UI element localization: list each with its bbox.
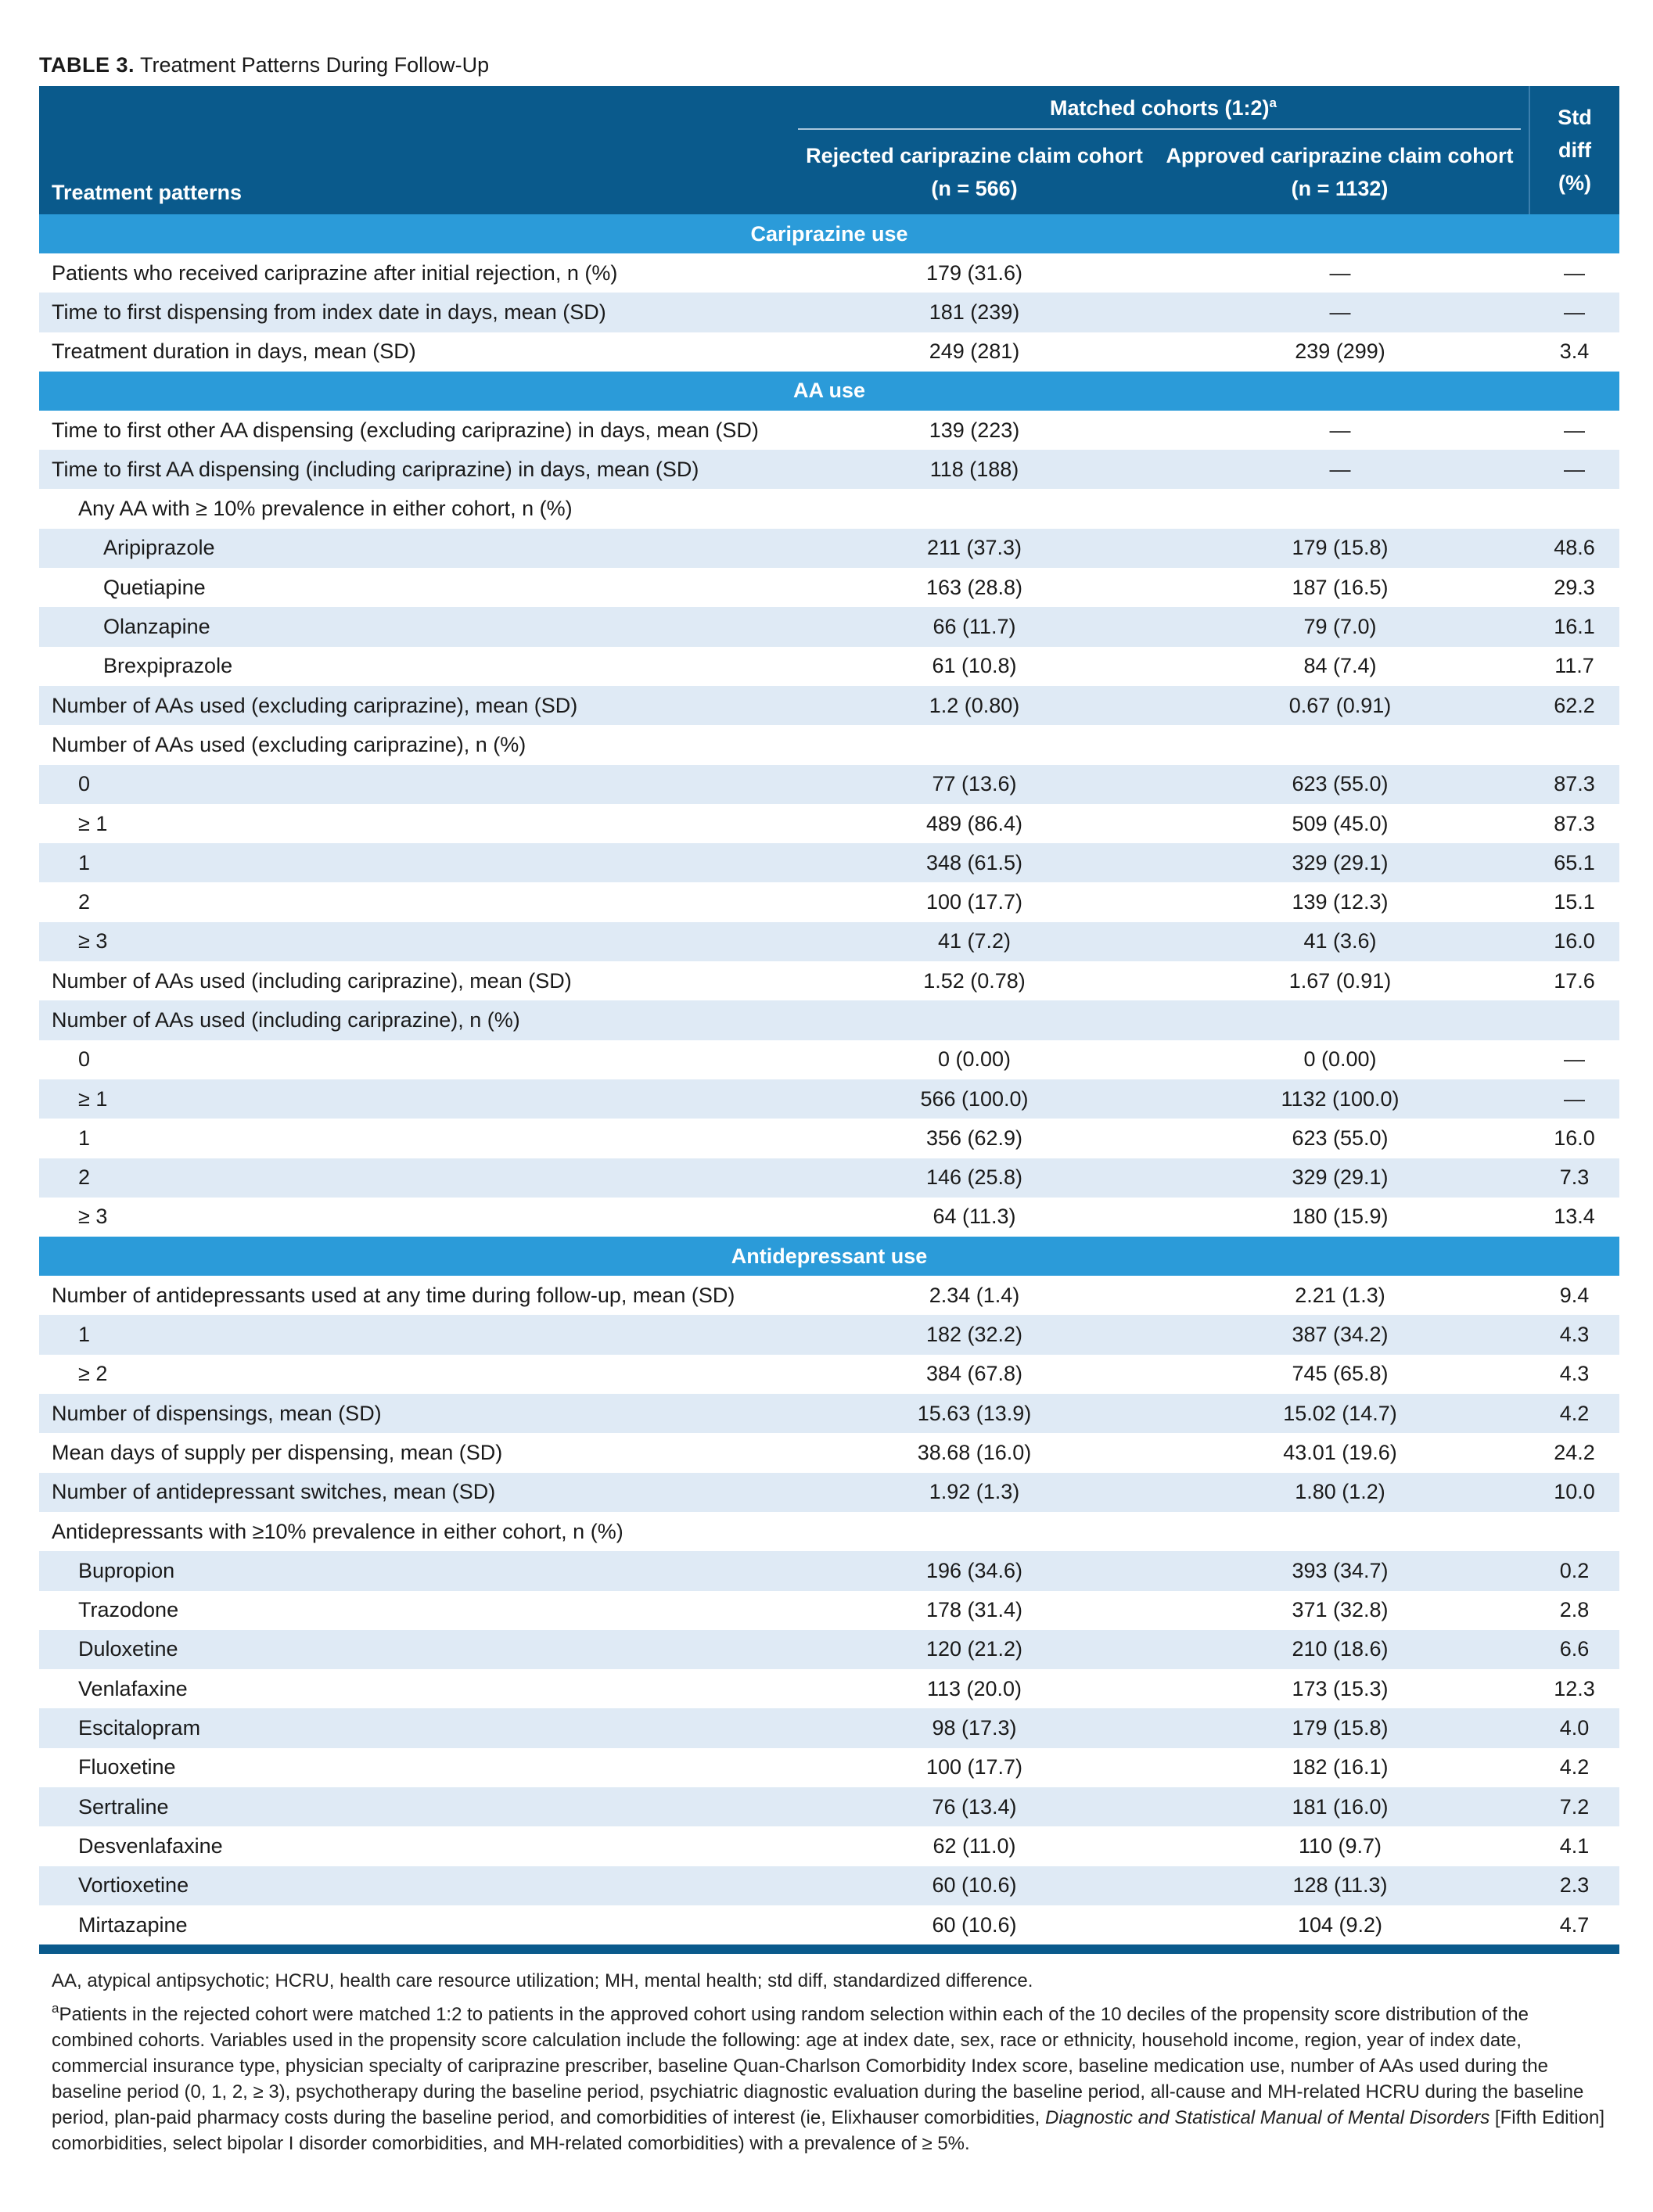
caption-label: TABLE 3.: [39, 53, 135, 77]
table-row: [39, 1551, 1619, 1590]
section-title: Antidepressant use: [39, 1237, 1619, 1276]
approved-value: 387 (34.2): [1151, 1315, 1529, 1354]
footnote-a-text-1: Patients in the rejected cohort were matched 1:2 to patients in the approved cohort using random selection within each of the 10 deciles of the propensity score distribution of the combined cohorts. Variables used in the propensity score calculation include the following: age at index date, sex, race or ethnicity, household income, region, year of index date, commercial insurance type, physician specialty of cariprazine prescriber, baseline Quan-Charlson Comorbidity Index score, baseline medication use, number of AAs used during the baseline period (0, 1, 2, ≥ 3), psychotherapy during the baseline period, psychiatric diagnostic evaluation during the baseline period, all-cause and MH-related HCRU during the baseline period, plan-paid pharmacy costs during the baseline period, and comorbidities of interest (ie, Elixhauser comorbidities,: [52, 2004, 1584, 2129]
row-label: Escitalopram: [39, 1708, 798, 1747]
std-diff-value: 15.1: [1554, 890, 1595, 914]
approved-value: 371 (32.8): [1292, 1598, 1389, 1622]
row-label: Number of dispensings, mean (SD): [39, 1394, 798, 1433]
row-label: Duloxetine: [39, 1630, 798, 1669]
rejected-value: [798, 725, 1151, 764]
table-row: [39, 293, 1619, 332]
rejected-value: 196 (34.6): [798, 1551, 1151, 1590]
std-diff-value: 4.2: [1559, 1755, 1590, 1779]
rejected-value: 249 (281): [929, 339, 1020, 364]
table-row: [39, 843, 1619, 882]
approved-value: 0.67 (0.91): [1151, 686, 1529, 725]
table-row: [39, 1040, 1619, 1079]
table-row: [39, 450, 1619, 489]
std-diff-value: 2.3: [1529, 1866, 1619, 1905]
approved-value: 182 (16.1): [1292, 1755, 1389, 1779]
rejected-value: 0 (0.00): [937, 1047, 1012, 1072]
rejected-value: 66 (11.7): [798, 607, 1151, 646]
approved-value: 179 (15.8): [1151, 529, 1529, 568]
rejected-value: 120 (21.2): [798, 1630, 1151, 1669]
rejected-value: 98 (17.3): [798, 1708, 1151, 1747]
row-label: Any AA with ≥ 10% prevalence in either cohort, n (%): [78, 497, 573, 521]
std-diff-value: 3.4: [1559, 339, 1590, 364]
approved-value: 41 (3.6): [1151, 922, 1529, 961]
table-row: [39, 1866, 1619, 1905]
row-label: Number of AAs used (including cariprazine), n (%): [39, 1000, 798, 1040]
table-row: [39, 1748, 1619, 1787]
section-title: AA use: [39, 372, 1619, 411]
row-label: Trazodone: [78, 1598, 179, 1622]
std-diff-value: 29.3: [1554, 575, 1595, 599]
std-diff-value: [1529, 1512, 1619, 1551]
rejected-value: [798, 1512, 1151, 1551]
std-diff-value: 4.3: [1559, 1362, 1590, 1386]
header-rejected-cohort: [798, 130, 1151, 214]
table-row: [39, 1669, 1619, 1708]
table-row: [39, 686, 1619, 725]
approved-value: 1.67 (0.91): [1288, 968, 1392, 993]
approved-value: [1151, 1512, 1529, 1551]
std-diff-value: 12.3: [1554, 1676, 1595, 1700]
std-diff-value: —: [1529, 450, 1619, 489]
table-row: [39, 411, 1619, 450]
table-row: [39, 568, 1619, 607]
table-body: [39, 214, 1619, 1944]
row-label: Time to first other AA dispensing (excluding cariprazine) in days, mean (SD): [52, 418, 759, 442]
table-row: [39, 1315, 1619, 1354]
row-label: Time to first AA dispensing (including cariprazine) in days, mean (SD): [39, 450, 798, 489]
row-label: 1: [78, 1126, 91, 1150]
row-label: Number of AAs used (excluding cariprazine), n (%): [52, 732, 526, 756]
row-label: Venlafaxine: [78, 1676, 188, 1700]
approved-value: 128 (11.3): [1151, 1866, 1529, 1905]
std-diff-value: 4.7: [1559, 1912, 1590, 1937]
std-diff-value: —: [1529, 1079, 1619, 1119]
approved-value: 180 (15.9): [1292, 1205, 1389, 1229]
rejected-value: 64 (11.3): [933, 1205, 1016, 1229]
table-header: [39, 86, 1619, 214]
footnote-a-italic: Diagnostic and Statistical Manual of Mental Disorders: [1045, 2107, 1490, 2129]
std-diff-value: 2.8: [1559, 1598, 1590, 1622]
table-caption: [39, 47, 1619, 83]
header-treatment-patterns: Treatment patterns: [39, 130, 798, 214]
std-diff-value: [1529, 725, 1619, 764]
rejected-value: 489 (86.4): [925, 811, 1023, 835]
rejected-value: 348 (61.5): [798, 843, 1151, 882]
row-label: Mirtazapine: [78, 1912, 188, 1937]
approved-value: 393 (34.7): [1151, 1551, 1529, 1590]
approved-value: 509 (45.0): [1292, 811, 1389, 835]
footnote-abbreviations: AA, atypical antipsychotic; HCRU, health care resource utilization; MH, mental health; std diff, standardized difference.: [52, 1970, 1033, 1992]
rejected-value: 15.63 (13.9): [798, 1394, 1151, 1433]
approved-value: 239 (299): [1295, 339, 1385, 364]
row-label: ≥ 1: [39, 1079, 798, 1119]
table-row: [39, 607, 1619, 646]
table-row: [39, 647, 1619, 686]
row-label: ≥ 3: [39, 922, 798, 961]
header-blank-cell: [39, 86, 798, 130]
table-row: [39, 1119, 1619, 1158]
section-header-row: [39, 372, 1619, 411]
approved-value: 187 (16.5): [1292, 575, 1389, 599]
row-label: Sertraline: [39, 1787, 798, 1826]
table-row: [39, 1473, 1619, 1512]
row-label: Patients who received cariprazine after initial rejection, n (%): [52, 260, 618, 285]
header-group-label: Matched cohorts (1:2): [1050, 95, 1270, 120]
header-rejected-title: Rejected cariprazine claim cohort: [806, 144, 1143, 167]
rejected-value: [798, 1000, 1151, 1040]
std-diff-value: 10.0: [1529, 1473, 1619, 1512]
row-label: 0: [78, 1047, 91, 1072]
std-diff-value: 7.3: [1529, 1158, 1619, 1198]
row-label: Number of AAs used (including cariprazine), mean (SD): [52, 968, 572, 993]
rejected-value: 100 (17.7): [925, 1755, 1023, 1779]
rejected-value: 62 (11.0): [933, 1833, 1016, 1858]
table-row: [39, 1708, 1619, 1747]
approved-value: —: [1151, 293, 1529, 332]
std-diff-value: 13.4: [1554, 1205, 1595, 1229]
header-std-line-1: Std: [1558, 106, 1592, 129]
header-approved-n: (n = 1132): [1291, 177, 1389, 200]
rejected-value: 1.2 (0.80): [798, 686, 1151, 725]
row-label: Number of AAs used (excluding cariprazine), mean (SD): [39, 686, 798, 725]
row-label: Desvenlafaxine: [78, 1833, 223, 1858]
table-footnotes: [39, 1968, 1619, 2156]
rejected-value: 182 (32.2): [798, 1315, 1151, 1354]
table-row: [39, 1591, 1619, 1630]
rejected-value: 566 (100.0): [798, 1079, 1151, 1119]
approved-value: —: [1329, 260, 1351, 285]
approved-value: 329 (29.1): [1151, 843, 1529, 882]
rejected-value: 181 (239): [798, 293, 1151, 332]
table-row: [39, 1630, 1619, 1669]
row-label: Number of antidepressants used at any time during follow-up, mean (SD): [52, 1283, 735, 1307]
header-rejected-n: (n = 566): [931, 177, 1018, 200]
std-diff-value: 87.3: [1554, 811, 1595, 835]
table-row: [39, 1198, 1619, 1237]
approved-value: 79 (7.0): [1151, 607, 1529, 646]
row-label: Treatment duration in days, mean (SD): [52, 339, 416, 364]
approved-value: 2.21 (1.3): [1295, 1283, 1385, 1307]
std-diff-value: 4.3: [1529, 1315, 1619, 1354]
table-row: [39, 961, 1619, 1000]
std-diff-value: [1529, 489, 1619, 528]
row-label: 0: [39, 765, 798, 804]
table-row: [39, 1787, 1619, 1826]
row-label: Fluoxetine: [78, 1755, 176, 1779]
row-label: Mean days of supply per dispensing, mean (SD): [52, 1440, 503, 1464]
header-group-cell: [798, 86, 1529, 130]
table-row: [39, 1276, 1619, 1315]
approved-value: [1151, 489, 1529, 528]
footnote-a: [52, 2002, 1612, 2156]
std-diff-value: 6.6: [1529, 1630, 1619, 1669]
std-diff-value: 24.2: [1554, 1440, 1595, 1464]
approved-value: 623 (55.0): [1151, 765, 1529, 804]
std-diff-value: —: [1564, 418, 1586, 442]
row-label: Bupropion: [39, 1551, 798, 1590]
section-header-row: [39, 214, 1619, 253]
header-std-diff: [1529, 86, 1619, 214]
treatment-patterns-table: [39, 86, 1619, 1944]
rejected-value: 118 (188): [798, 450, 1151, 489]
std-diff-value: 62.2: [1529, 686, 1619, 725]
approved-value: 1.80 (1.2): [1151, 1473, 1529, 1512]
rejected-value: 1.52 (0.78): [923, 968, 1026, 993]
approved-value: 0 (0.00): [1303, 1047, 1377, 1072]
row-label: Number of antidepressant switches, mean (SD): [39, 1473, 798, 1512]
table-row: [39, 529, 1619, 568]
row-label: ≥ 3: [78, 1205, 108, 1229]
approved-value: 1132 (100.0): [1151, 1079, 1529, 1119]
approved-value: 329 (29.1): [1151, 1158, 1529, 1198]
approved-value: 104 (9.2): [1297, 1912, 1383, 1937]
header-approved-title: Approved cariprazine claim cohort: [1166, 144, 1514, 167]
std-diff-value: 4.0: [1529, 1708, 1619, 1747]
approved-value: 110 (9.7): [1298, 1833, 1382, 1858]
table-row: [39, 1394, 1619, 1433]
section-header-row: [39, 1237, 1619, 1276]
header-std-line-3: (%): [1558, 171, 1592, 195]
table-row: [39, 922, 1619, 961]
footnote-a-marker: a: [52, 2001, 59, 2016]
header-approved-cohort: [1151, 130, 1529, 214]
rejected-value: [798, 489, 1151, 528]
row-label: 1: [39, 843, 798, 882]
std-diff-value: 65.1: [1529, 843, 1619, 882]
approved-value: 84 (7.4): [1303, 654, 1377, 678]
header-std-line-2: diff: [1558, 138, 1591, 162]
rejected-value: 146 (25.8): [798, 1158, 1151, 1198]
approved-value: 15.02 (14.7): [1151, 1394, 1529, 1433]
std-diff-value: 0.2: [1529, 1551, 1619, 1590]
table-row: [39, 1355, 1619, 1394]
row-label: Olanzapine: [39, 607, 798, 646]
row-label: Aripiprazole: [39, 529, 798, 568]
rejected-value: 113 (20.0): [926, 1676, 1022, 1700]
footnote-a-text-2: [Fifth Edition] comorbidities, select bipolar I disorder comorbidities, and MH-related comorbidities) with a prevalence of ≥ 5%.: [52, 2107, 1604, 2155]
std-diff-value: 48.6: [1529, 529, 1619, 568]
row-label: Vortioxetine: [39, 1866, 798, 1905]
table-row: [39, 1905, 1619, 1944]
approved-value: 745 (65.8): [1292, 1362, 1389, 1386]
section-title: Cariprazine use: [39, 214, 1619, 253]
row-label: Antidepressants with ≥10% prevalence in either cohort, n (%): [52, 1519, 623, 1543]
rejected-value: 1.92 (1.3): [798, 1473, 1151, 1512]
rejected-value: 139 (223): [929, 418, 1020, 442]
row-label: Time to first dispensing from index date in days, mean (SD): [39, 293, 798, 332]
std-diff-value: 11.7: [1554, 654, 1594, 678]
rejected-value: 211 (37.3): [798, 529, 1151, 568]
table-row: [39, 804, 1619, 843]
rejected-value: 76 (13.4): [798, 1787, 1151, 1826]
table-row: [39, 1079, 1619, 1119]
approved-value: 43.01 (19.6): [1283, 1440, 1397, 1464]
rejected-value: 60 (10.6): [932, 1912, 1017, 1937]
table-row: [39, 882, 1619, 921]
row-label: ≥ 2: [78, 1362, 108, 1386]
std-diff-value: 4.1: [1559, 1833, 1590, 1858]
table-row: [39, 253, 1619, 293]
std-diff-value: 16.0: [1554, 1126, 1595, 1150]
table-row: [39, 1512, 1619, 1551]
row-label: Quetiapine: [103, 575, 206, 599]
rejected-value: 384 (67.8): [925, 1362, 1023, 1386]
approved-value: 181 (16.0): [1151, 1787, 1529, 1826]
row-label: ≥ 1: [78, 811, 108, 835]
approved-value: 139 (12.3): [1292, 890, 1389, 914]
std-diff-value: 4.2: [1529, 1394, 1619, 1433]
approved-value: —: [1151, 450, 1529, 489]
std-diff-value: [1529, 1000, 1619, 1040]
row-label: Brexpiprazole: [103, 654, 233, 678]
std-diff-value: 17.6: [1554, 968, 1595, 993]
table-row: [39, 1000, 1619, 1040]
approved-value: [1151, 1000, 1529, 1040]
std-diff-value: 7.2: [1529, 1787, 1619, 1826]
rejected-value: 163 (28.8): [925, 575, 1023, 599]
table-row: [39, 489, 1619, 528]
approved-value: [1151, 725, 1529, 764]
table-row: [39, 1158, 1619, 1198]
table-row: [39, 1826, 1619, 1865]
approved-value: —: [1329, 418, 1351, 442]
table-row: [39, 1433, 1619, 1472]
rejected-value: 61 (10.8): [932, 654, 1017, 678]
std-diff-value: 16.0: [1529, 922, 1619, 961]
rejected-value: 178 (31.4): [925, 1598, 1023, 1622]
approved-value: 210 (18.6): [1151, 1630, 1529, 1669]
std-diff-value: 9.4: [1559, 1283, 1590, 1307]
std-diff-value: —: [1529, 293, 1619, 332]
table-row: [39, 332, 1619, 372]
std-diff-value: 16.1: [1529, 607, 1619, 646]
approved-value: 179 (15.8): [1151, 1708, 1529, 1747]
row-label: 2: [39, 1158, 798, 1198]
rejected-value: 38.68 (16.0): [917, 1440, 1032, 1464]
std-diff-value: 87.3: [1529, 765, 1619, 804]
rejected-value: 356 (62.9): [925, 1126, 1023, 1150]
row-label: 2: [78, 890, 91, 914]
std-diff-value: —: [1564, 260, 1586, 285]
rejected-value: 100 (17.7): [925, 890, 1023, 914]
std-diff-value: —: [1564, 1047, 1586, 1072]
caption-title: Treatment Patterns During Follow-Up: [140, 53, 490, 77]
rejected-value: 77 (13.6): [798, 765, 1151, 804]
header-group-underline: [798, 128, 1521, 130]
header-group-footnote-marker: a: [1269, 95, 1277, 110]
rejected-value: 60 (10.6): [798, 1866, 1151, 1905]
table-row: [39, 725, 1619, 764]
approved-value: 623 (55.0): [1292, 1126, 1389, 1150]
table-row: [39, 765, 1619, 804]
rejected-value: 2.34 (1.4): [929, 1283, 1020, 1307]
table-container: [39, 47, 1619, 2164]
approved-value: 173 (15.3): [1292, 1676, 1389, 1700]
row-label: 1: [39, 1315, 798, 1354]
table-bottom-rule: [39, 1944, 1619, 1954]
rejected-value: 41 (7.2): [798, 922, 1151, 961]
rejected-value: 179 (31.6): [925, 260, 1023, 285]
